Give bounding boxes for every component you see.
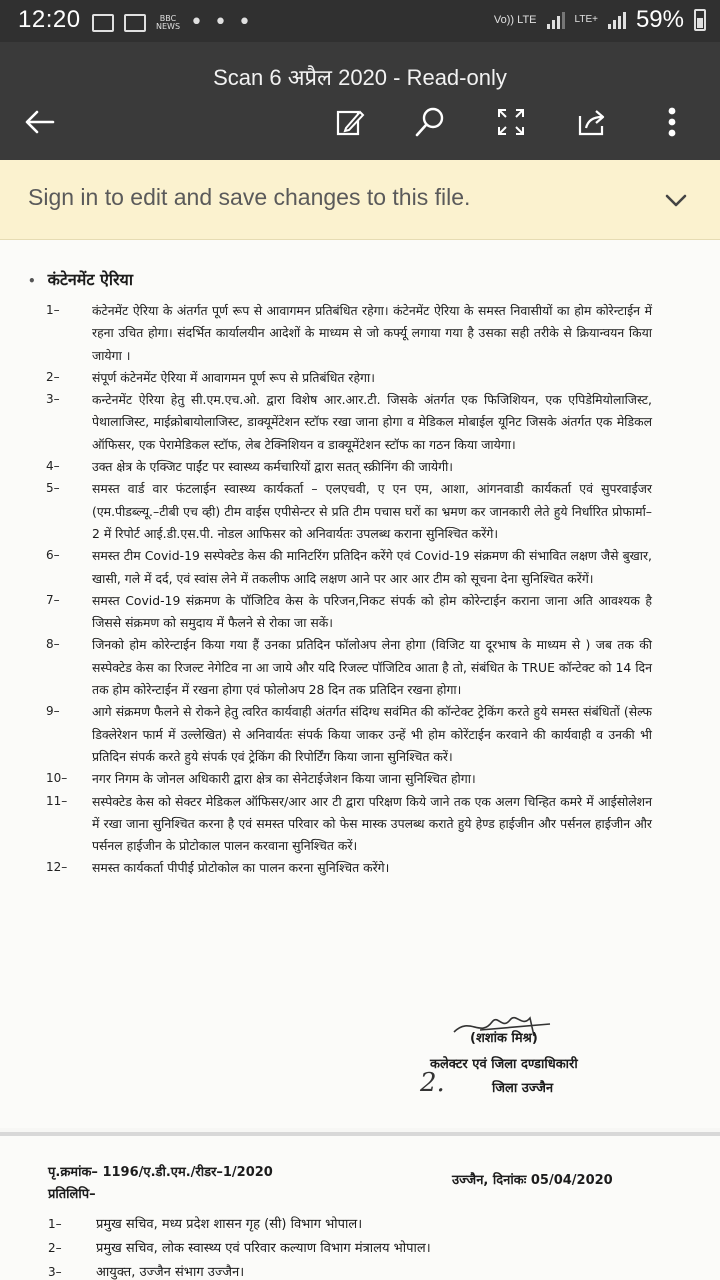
list-item-number: 5– xyxy=(46,481,60,496)
list-item-number: 2– xyxy=(46,369,60,384)
status-bar xyxy=(0,0,720,42)
battery-icon xyxy=(694,9,706,31)
gallery-icon xyxy=(92,14,114,32)
search-icon xyxy=(413,105,447,139)
list-item xyxy=(0,456,720,478)
list-item xyxy=(0,389,720,456)
list-item xyxy=(0,634,720,701)
copy-item xyxy=(0,1262,720,1280)
list-item-text: संपूर्ण कंटेनमेंट ऐरिया में आवागमन पूर्ण रूप से प्रतिबंधित रहेगा। xyxy=(92,369,375,385)
app-bar xyxy=(0,42,720,160)
copy-label: प्रतिलिपि– xyxy=(48,1187,96,1202)
copy-list xyxy=(0,1214,720,1280)
back-arrow-icon xyxy=(23,105,57,139)
list-item-number: 9– xyxy=(46,704,60,719)
list-item-text: जिनको होम कोरेन्टाईन किया गया हैं उनका प्रतिदिन फॉलोअप लेना होगा (विजिट या दूरभाष के माध्यम से ) जब तक की सस्पेक्टेड केस का रिजल्ट नेगेटिव ना आ जाये और यदि रिजल्ट पॉजिटिव आता है तो, संबंधित के TRUE कॉन्टेक्ट को 14 दिन तक होम कोरेन्टाईन में रखना होगा एवं फोलोअप 28 दिन तक प्रतिदिन रखना होगा। xyxy=(92,637,652,698)
battery-percent: 59% xyxy=(635,6,684,33)
signal-icon-1 xyxy=(547,11,565,29)
document-viewer[interactable] xyxy=(0,240,720,1280)
list-item xyxy=(0,701,720,768)
back-button[interactable] xyxy=(16,98,64,146)
list-item-number: 11– xyxy=(46,793,68,808)
bullet-icon: • xyxy=(28,274,36,288)
list-item-number: 10– xyxy=(46,771,68,786)
chevron-down-icon[interactable] xyxy=(662,186,690,214)
list-item-text: समस्त टीम Covid-19 सस्पेक्टेड केस की मानिटरिंग प्रतिदिन करेंगे एवं Covid-19 संक्रमण की संभावित लक्षण जैसे बुखार, खासी, गले में दर्द, एवं स्वांस लेने में तकलीफ आदि लक्षण आने पर आर आर टीम को सूचना देना सुनिश्चित करेंगें। xyxy=(92,548,652,586)
edit-icon xyxy=(334,106,366,138)
copy-item-number: 3– xyxy=(48,1265,62,1279)
list-item-text: समस्त Covid-19 संक्रमण के पॉजिटिव केस के परिजन,निकट संपर्क को होम कोरेन्टाईन कराना जाना अति आवश्यक है जिससे संक्रमण को समुदाय में फैलने से रोका जा सकें। xyxy=(92,592,652,631)
copy-item xyxy=(0,1214,720,1238)
list-item xyxy=(0,478,720,545)
copy-item-number: 1– xyxy=(48,1217,62,1231)
list-item-text: उक्त क्षेत्र के एक्जिट पाईंट पर स्वास्थ्य कर्मचारियों द्वारा सतत् स्क्रीनिंग की जायेगी। xyxy=(92,459,453,475)
copy-item-number: 2– xyxy=(48,1241,62,1255)
list-item-number: 8– xyxy=(46,637,60,652)
list-item xyxy=(0,768,720,790)
fullscreen-icon xyxy=(496,107,526,137)
share-icon xyxy=(576,106,608,138)
sign-in-banner[interactable] xyxy=(0,160,720,240)
news-icon: BBC NEWS xyxy=(156,13,181,31)
document-title: Scan 6 अप्रैल 2020 - Read-only xyxy=(213,65,507,90)
section-heading xyxy=(28,268,133,290)
list-item-number: 12– xyxy=(46,860,68,875)
copy-item-text: आयुक्त, उज्जैन संभाग उज्जैन। xyxy=(96,1265,245,1280)
voicemail-icon xyxy=(124,14,146,32)
handwritten-mark: 2. xyxy=(420,1068,445,1098)
more-vertical-icon xyxy=(667,106,677,138)
issue-date: उज्जैन, दिनांकः 05/04/2020 xyxy=(452,1173,613,1188)
section-heading-text: कंटेनमेंट ऐरिया xyxy=(47,270,133,289)
search-button[interactable] xyxy=(406,98,454,146)
toolbar xyxy=(0,98,720,148)
signatory-place: जिला उज्जैन xyxy=(492,1081,554,1096)
sign-in-message[interactable]: Sign in to edit and save changes to this file. xyxy=(28,184,471,210)
list-item xyxy=(0,590,720,635)
list-item xyxy=(0,300,720,367)
list-item-text: नगर निगम के जोनल अधिकारी द्वारा क्षेत्र का सेनेटाईजेशन किया जाना सुनिश्चित होगा। xyxy=(92,771,476,787)
list-item-number: 3– xyxy=(46,392,60,407)
list-item-text: समस्त वार्ड वार फंटलाईन स्वास्थ्य कार्यकर्ता – एलएचवी, ए एन एम, आशा, आंगनवाडी कार्यकर्ता एवं सुपरवाईजर (एम.पीडब्ल्यू.–टीबी एच व्ही) टीम वाईस एपीसेन्टर से प्रति टीम पचास घरों का भ्रमण कर जानकारी लेते हुये निर्धारित प्रोफार्मा–2 में रिपोर्ट आई.डी.एस.पी. नोडल आफिसर को अनिवार्यतः उपलब्ध कराना सुनिश्चित करेंगे। xyxy=(92,481,652,541)
reference-number: पृ.क्रमांक– 1196/ए.डी.एम./रीडर–1/2020 xyxy=(48,1165,273,1180)
list-item-number: 1– xyxy=(46,303,60,317)
copy-item-text: प्रमुख सचिव, मध्य प्रदेश शासन गृह (सी) विभाग भोपाल। xyxy=(96,1217,363,1232)
list-item xyxy=(0,367,720,389)
list-item-number: 4– xyxy=(46,459,60,474)
status-time: 12:20 xyxy=(18,6,81,33)
status-right xyxy=(494,6,706,34)
signal-icon-2 xyxy=(608,11,626,29)
signatory-name: (शशांक मिश्र) xyxy=(470,1031,538,1046)
share-button[interactable] xyxy=(568,98,616,146)
signature-block xyxy=(0,1010,720,1130)
list-item xyxy=(0,545,720,590)
notification-icons xyxy=(92,10,253,35)
document-page-2 xyxy=(0,1132,720,1280)
copy-item-text: प्रमुख सचिव, लोक स्वास्थ्य एवं परिवार कल्याण विभाग मंत्रालय भोपाल। xyxy=(96,1241,431,1256)
edit-button[interactable] xyxy=(326,98,374,146)
list-item-text: समस्त कार्यकर्ता पीपीई प्रोटोकोल का पालन करना सुनिश्चित करेंगे। xyxy=(92,860,390,876)
more-notifications-icon: • • • xyxy=(190,10,253,35)
volte-icon: Vo)) LTE xyxy=(493,13,537,26)
more-options-button[interactable] xyxy=(648,98,696,146)
instruction-list xyxy=(0,300,720,880)
list-item-text: आगे संक्रमण फैलने से रोकने हेतु त्वरित कार्यवाही अंतर्गत संदिग्ध सवंमित की कॉन्टेक्ट ट्रेकिंग करते हुये समस्त संबंधितों (सेल्फ डिक्लेरेशन फार्म में उल्लेखित) से अनिवार्यतः संपर्क किया जाकर उन्हें भी होम कोरेंटाईन करवाने की कार्यवाही व उनकी भी प्रतिदिन संपर्क करते हुये संपर्क एवं ट्रेकिंग की रिपोर्टिंग किया जाना सुनिश्चित करें। xyxy=(92,704,652,764)
copy-item xyxy=(0,1238,720,1262)
list-item-text: कन्टेनमेंट ऐरिया हेतु सी.एम.एच.ओ. द्वारा विशेष आर.आर.टी. जिसके अंतर्गत एक फिजिशियन, एक एपिडेमियोलाजिस्ट, पेथालाजिस्ट, माईक्रोबायोलाजिस्ट, डाक्यूमेंटेशन स्टॉफ रखा जाना होगा व मेडिकल मोबाईल यूनिट जिसके अंतर्गत एक मेडिकल ऑफिसर, एक पेरामेडिकल स्टॉफ, लेब टेक्निशियन व डाक्यूमेंटेशन स्टॉफ का गठन किया जायेगा। xyxy=(92,392,652,452)
list-item-text: कंटेनमेंट ऐरिया के अंतर्गत पूर्ण रूप से आवागमन प्रतिबंधित रहेगा। कंटेनमेंट ऐरिया के समस्त निवासीयों का होम कोरेन्टाईन में रहना उचित होगा। संदर्भित कार्यालयीन आदेशों के माध्यम से जो कर्फ्यू लगाया गया है उसका सही तरीके से क्रियान्वयन किया जायेगा । xyxy=(92,303,652,363)
list-item-number: 7– xyxy=(46,592,60,607)
list-item-number: 6– xyxy=(46,548,60,563)
document-page-1 xyxy=(0,240,720,1128)
fullscreen-button[interactable] xyxy=(487,98,535,146)
list-item xyxy=(0,791,720,858)
signatory-title: कलेक्टर एवं जिला दण्डाधिकारी xyxy=(430,1057,578,1072)
list-item xyxy=(0,857,720,879)
list-item-text: सस्पेक्टेड केस को सेक्टर मेडिकल ऑफिसर/आर आर टी द्वारा परिक्षण किये जाने तक एक अलग चिन्हित कमरे में आईसोलेशन में रखा जाना सुनिश्चित करना है एवं समस्त परिवार को फेस मास्क उपलब्ध कराते हुये हेण्ड हाईजीन और पर्सनल हाईजीन और पर्सनल हाईजीन के प्रोटोकाल पालन करवाना सुनिश्चित करें। xyxy=(92,793,652,854)
lte-icon: LTE+ xyxy=(574,14,598,25)
